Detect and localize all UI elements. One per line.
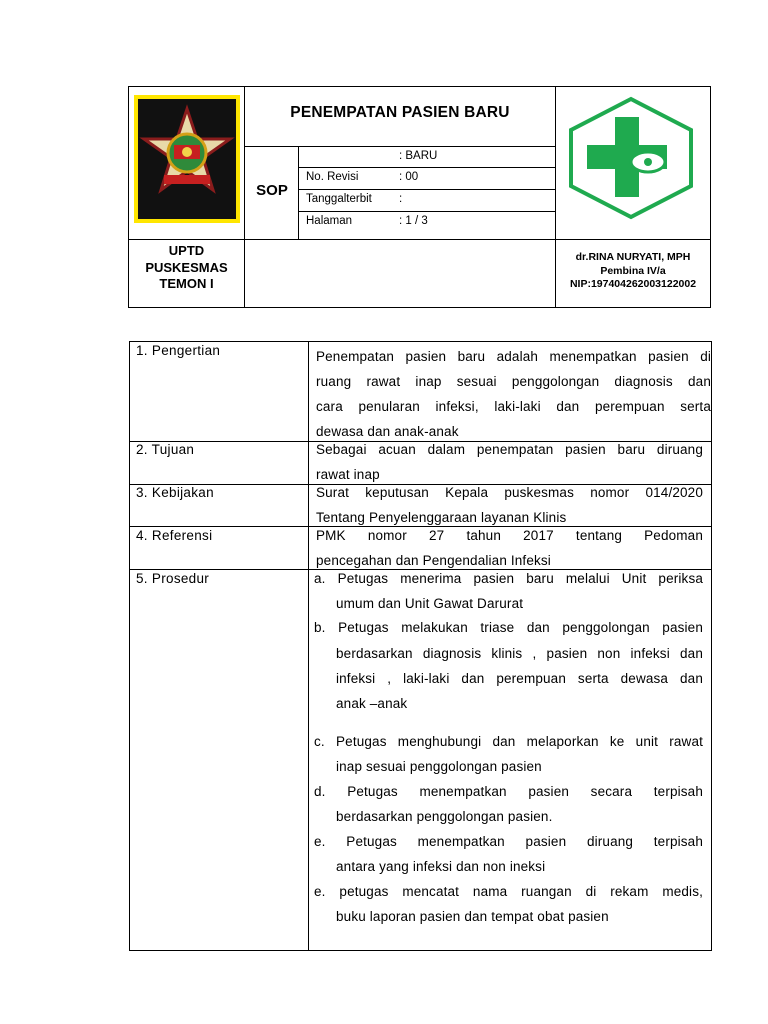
prosedur-step-b-cont: infeksi , laki-laki dan perempuan serta dewasa dan: [336, 671, 703, 686]
divider: [244, 146, 555, 147]
signatory-block: [556, 251, 710, 292]
divider: [128, 239, 711, 240]
signatory-nip: NIP:197404262003122002: [569, 278, 697, 290]
puskesmas-logo: [566, 96, 696, 220]
meta-label-revision: No. Revisi: [306, 171, 359, 183]
divider: [129, 526, 712, 527]
divider: [129, 569, 712, 570]
meta-label-page: Halaman: [306, 215, 353, 227]
signatory-name: dr.RINA NURYATI, MPH: [575, 251, 691, 263]
pengertian-line: ruang rawat inap sesuai penggolongan diagnosis dan: [316, 374, 711, 389]
pengertian-line: dewasa dan anak-anak: [316, 424, 459, 439]
prosedur-step-e2-cont: buku laporan pasien dan tempat obat pasien: [336, 909, 609, 924]
section-label-pengertian: 1. Pengertian: [136, 343, 221, 358]
prosedur-step-b-cont: berdasarkan diagnosis klinis , pasien non infeksi dan: [336, 646, 703, 661]
section-label-prosedur: 5. Prosedur: [136, 571, 210, 586]
prosedur-step-e2: e. petugas mencatat nama ruangan di rekam medis,: [314, 884, 703, 899]
signatory-rank: Pembina IV/a: [600, 264, 666, 277]
divider: [298, 146, 299, 239]
tujuan-line: rawat inap: [316, 467, 380, 482]
institution-line: UPTD: [168, 243, 205, 258]
prosedur-step-b: b. Petugas melakukan triase dan penggolongan pasien: [314, 620, 703, 635]
prosedur-step-d-cont: berdasarkan penggolongan pasien.: [336, 809, 553, 824]
referensi-line: pencegahan dan Pengendalian Infeksi: [316, 553, 551, 568]
sop-label: SOP: [256, 182, 288, 199]
prosedur-step-d: d. Petugas menempatkan pasien secara terpisah: [314, 784, 703, 799]
prosedur-step-e1: e. Petugas menempatkan pasien diruang terpisah: [314, 834, 703, 849]
divider: [298, 211, 555, 212]
institution-line: TEMON I: [159, 276, 214, 291]
institution-line: PUSKESMAS: [145, 259, 228, 275]
divider: [298, 189, 555, 190]
prosedur-step-a: a. Petugas menerima pasien baru melalui Unit periksa: [314, 571, 703, 586]
section-label-tujuan: 2. Tujuan: [136, 442, 195, 457]
kulon-progo-seal-logo: [134, 95, 240, 223]
meta-value-page: : 1 / 3: [399, 215, 428, 227]
kebijakan-line: Surat keputusan Kepala puskesmas nomor 014/2020: [316, 485, 703, 500]
prosedur-step-c: c. Petugas menghubungi dan melaporkan ke unit rawat: [314, 734, 703, 749]
meta-label-issue-date: Tanggalterbit: [306, 193, 372, 205]
section-label-referensi: 4. Referensi: [136, 528, 213, 543]
tujuan-line: Sebagai acuan dalam penempatan pasien baru diruang: [316, 442, 703, 457]
meta-value-status: : BARU: [399, 150, 438, 162]
pengertian-line: cara penularan infeksi, laki-laki dan perempuan serta: [316, 399, 711, 414]
kebijakan-line: Tentang Penyelenggaraan layanan Klinis: [316, 510, 567, 525]
institution-name: [129, 243, 244, 293]
divider: [308, 341, 309, 951]
prosedur-step-c-cont: inap sesuai penggolongan pasien: [336, 759, 542, 774]
prosedur-step-b-cont: anak –anak: [336, 696, 408, 711]
pengertian-line: Penempatan pasien baru adalah menempatkan pasien di: [316, 349, 711, 364]
prosedur-step-a-cont: umum dan Unit Gawat Darurat: [336, 596, 524, 611]
prosedur-step-e1-cont: antara yang infeksi dan non ineksi: [336, 859, 546, 874]
document-title: PENEMPATAN PASIEN BARU: [290, 104, 510, 121]
meta-value-revision: : 00: [399, 171, 419, 183]
meta-value-issue-date: :: [399, 193, 403, 205]
divider: [298, 167, 555, 168]
referensi-line: PMK nomor 27 tahun 2017 tentang Pedoman: [316, 528, 703, 543]
section-label-kebijakan: 3. Kebijakan: [136, 485, 214, 500]
